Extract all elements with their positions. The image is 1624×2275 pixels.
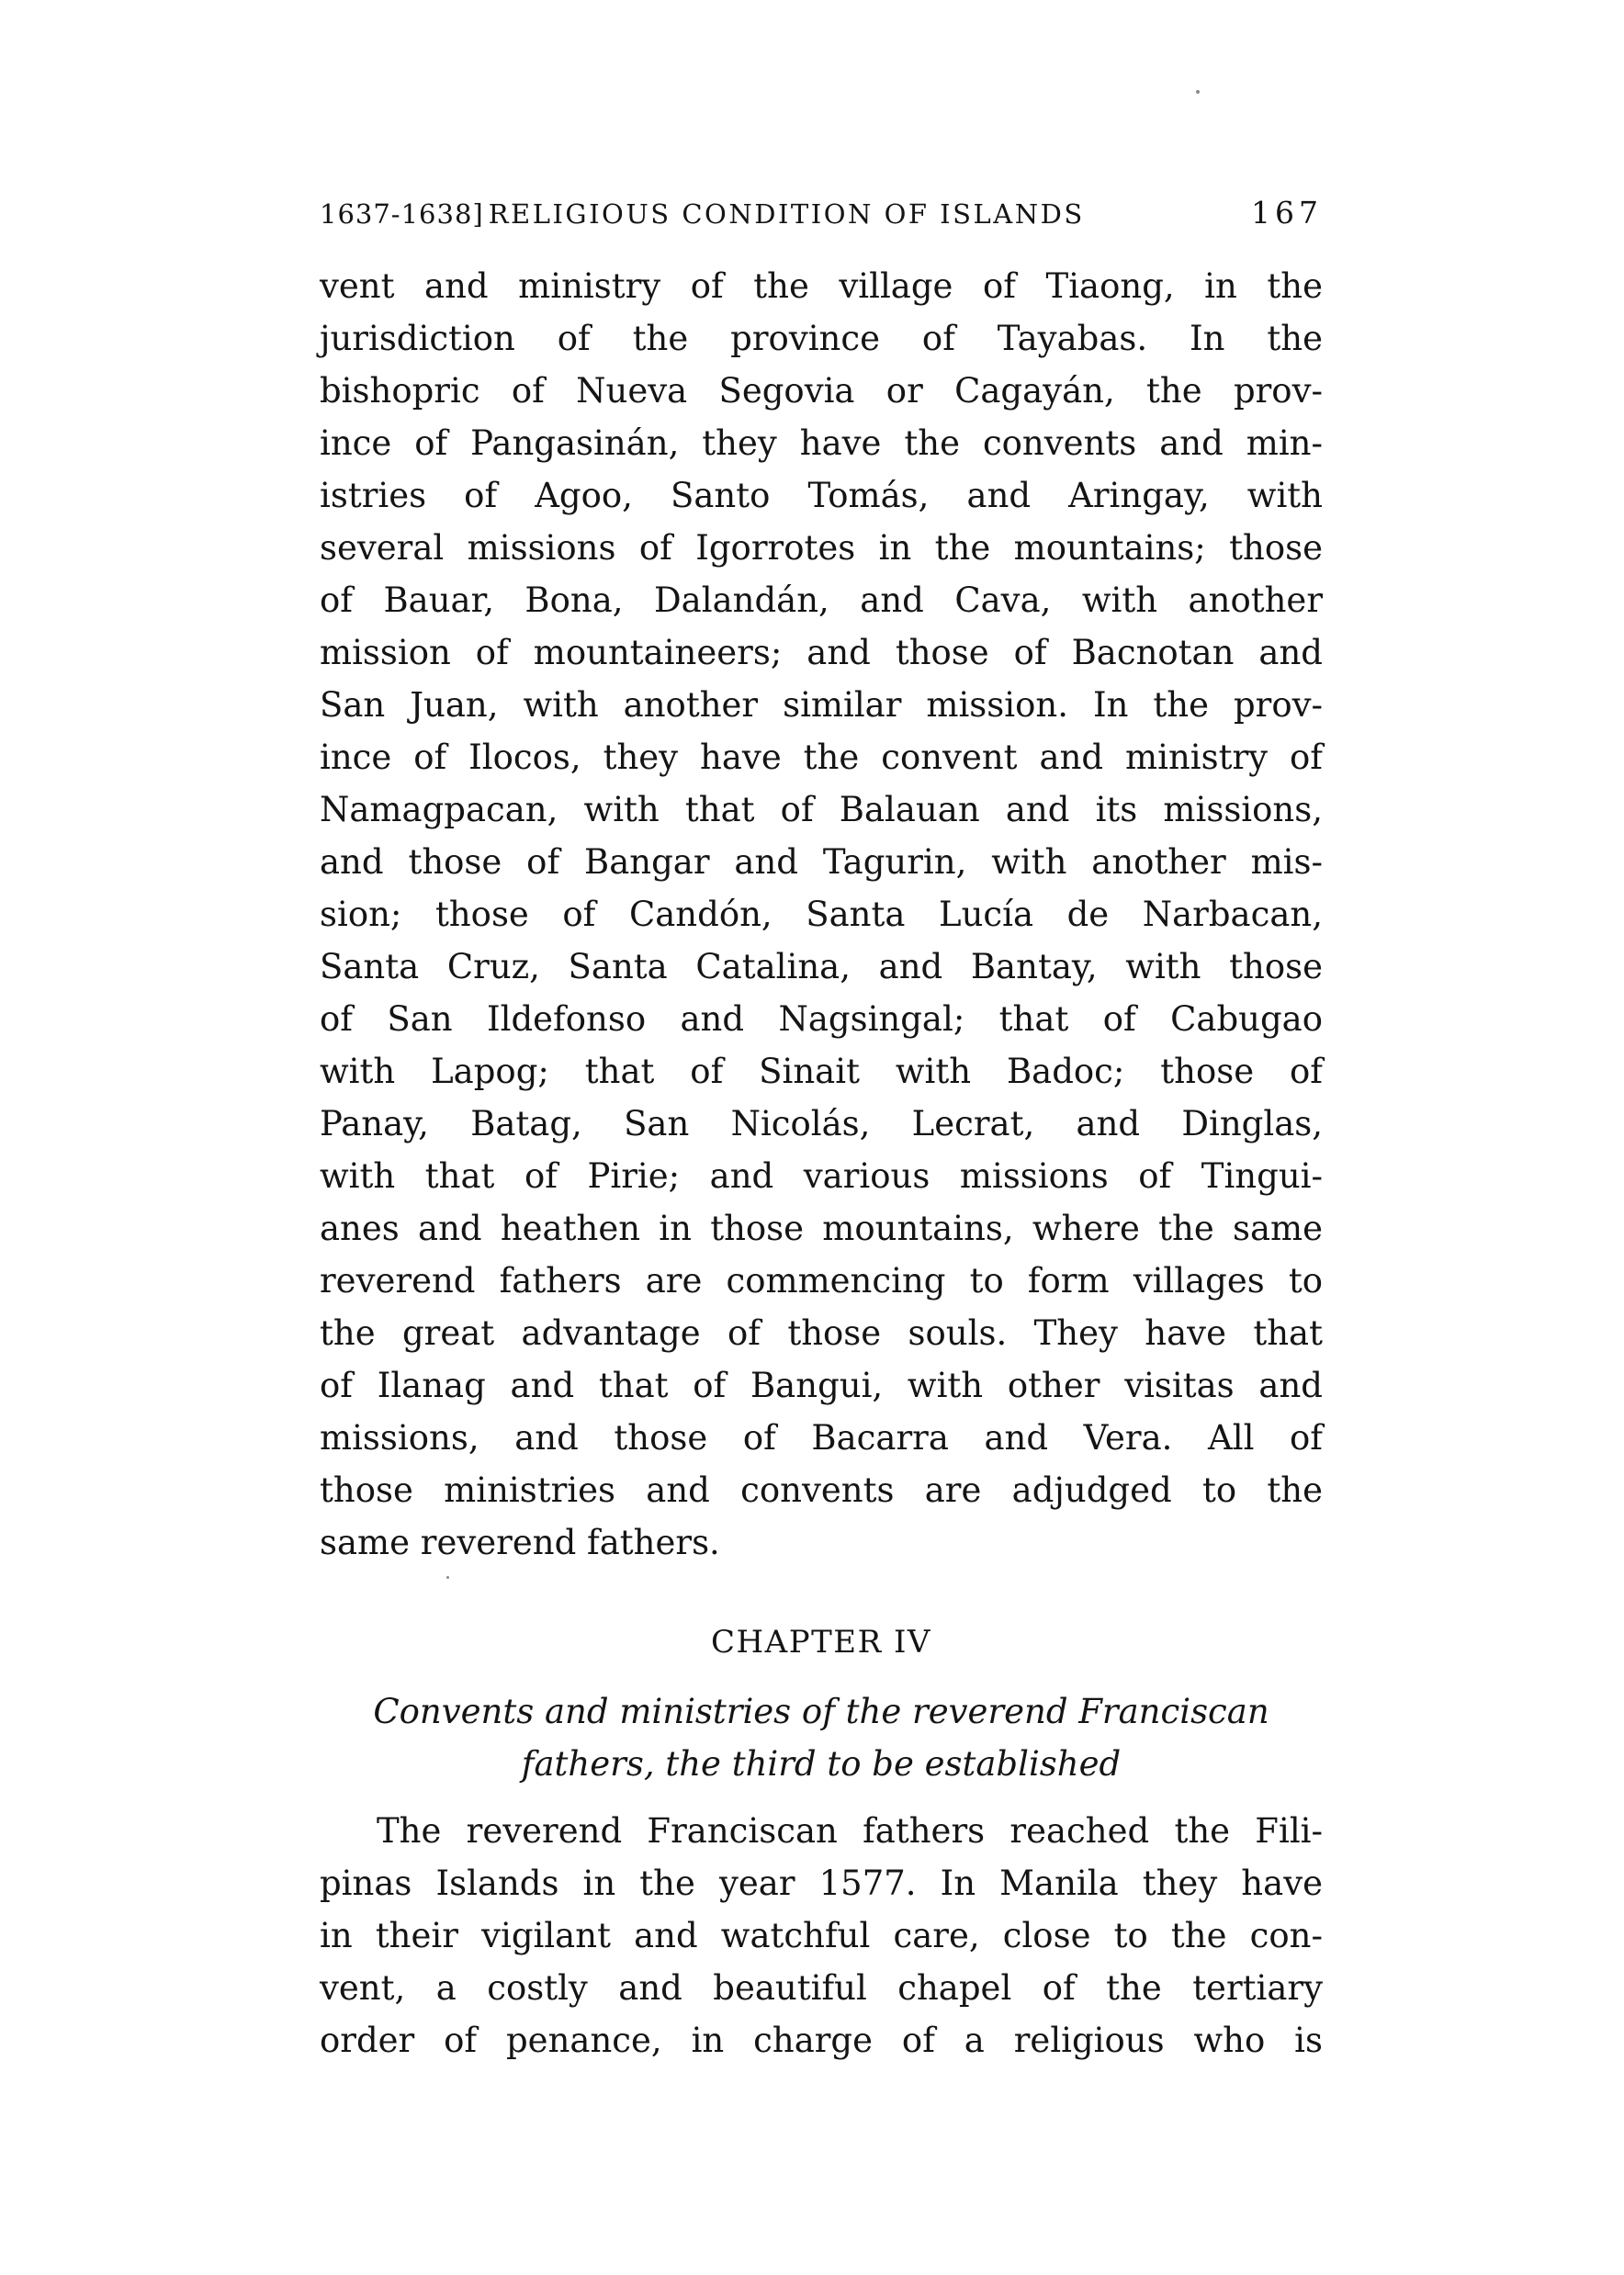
paragraph-2 [320,1805,1323,2067]
text-line: several missions of Igorrotes in the mountains; those [320,528,1323,568]
text-line: pinas Islands in the year 1577. In Manila they have [320,1864,1323,1903]
text-line: Panay, Batag, San Nicolás, Lecrat, and Dinglas, [320,1104,1323,1143]
text-line: missions, and those of Bacarra and Vera. All of [320,1418,1323,1458]
chapter-subtitle [320,1685,1323,1790]
text-line: same reverend fathers. [320,1523,720,1562]
text-line: with that of Pirie; and various missions of Tingui- [320,1156,1323,1196]
text-line: reverend fathers are commencing to form villages to [320,1261,1323,1301]
text-line: vent, a costly and beautiful chapel of the tertiary [320,1968,1323,2008]
text-line: order of penance, in charge of a religious who is [320,2021,1323,2060]
header-title: RELIGIOUS CONDITION OF ISLANDS [488,198,1085,230]
header-left [320,198,1085,230]
scan-speck [446,1576,449,1579]
text-line: sion; those of Candón, Santa Lucía de Narbacan, [320,895,1323,934]
text-line: San Juan, with another similar mission. In the prov- [320,685,1323,725]
chapter-heading: CHAPTER IV [711,1624,931,1661]
text-line: in their vigilant and watchful care, close to the con- [320,1916,1323,1955]
text-line: fathers, the third to be established [521,1744,1122,1784]
text-line: anes and heathen in those mountains, where the same [320,1209,1323,1248]
text-block [320,195,1323,2067]
text-line: bishopric of Nueva Segovia or Cagayán, the prov- [320,371,1323,411]
text-line: The reverend Franciscan fathers reached the Fili- [377,1811,1323,1851]
text-line: jurisdiction of the province of Tayabas. In the [320,319,1323,358]
text-line: Namagpacan, with that of Balauan and its missions, [320,790,1323,829]
text-line: ince of Ilocos, they have the convent and ministry of [320,738,1323,777]
text-line: the great advantage of those souls. They have that [320,1313,1323,1353]
text-line: Santa Cruz, Santa Catalina, and Bantay, with those [320,947,1323,986]
text-line: of San Ildefonso and Nagsingal; that of Cabugao [320,999,1323,1039]
text-line: and those of Bangar and Tagurin, with another mis- [320,842,1323,882]
text-line: of Bauar, Bona, Dalandán, and Cava, with another [320,580,1323,620]
text-line: Convents and ministries of the reverend Franciscan [373,1692,1269,1731]
page-number: 167 [1251,195,1323,231]
text-line: istries of Agoo, Santo Tomás, and Aringay, with [320,476,1323,515]
text-line: mission of mountaineers; and those of Bacnotan and [320,633,1323,672]
running-header [320,195,1323,231]
text-line: of Ilanag and that of Bangui, with other visitas and [320,1366,1323,1405]
text-line: ince of Pangasinán, they have the convents and min- [320,423,1323,463]
paragraph-1 [320,260,1323,1569]
text-line: vent and ministry of the village of Tiaong, in the [320,266,1323,306]
header-date-range: 1637-1638] [320,198,484,230]
scan-speck [1196,90,1200,94]
text-line: with Lapog; that of Sinait with Badoc; those of [320,1052,1323,1091]
text-line: those ministries and convents are adjudged to the [320,1470,1323,1510]
